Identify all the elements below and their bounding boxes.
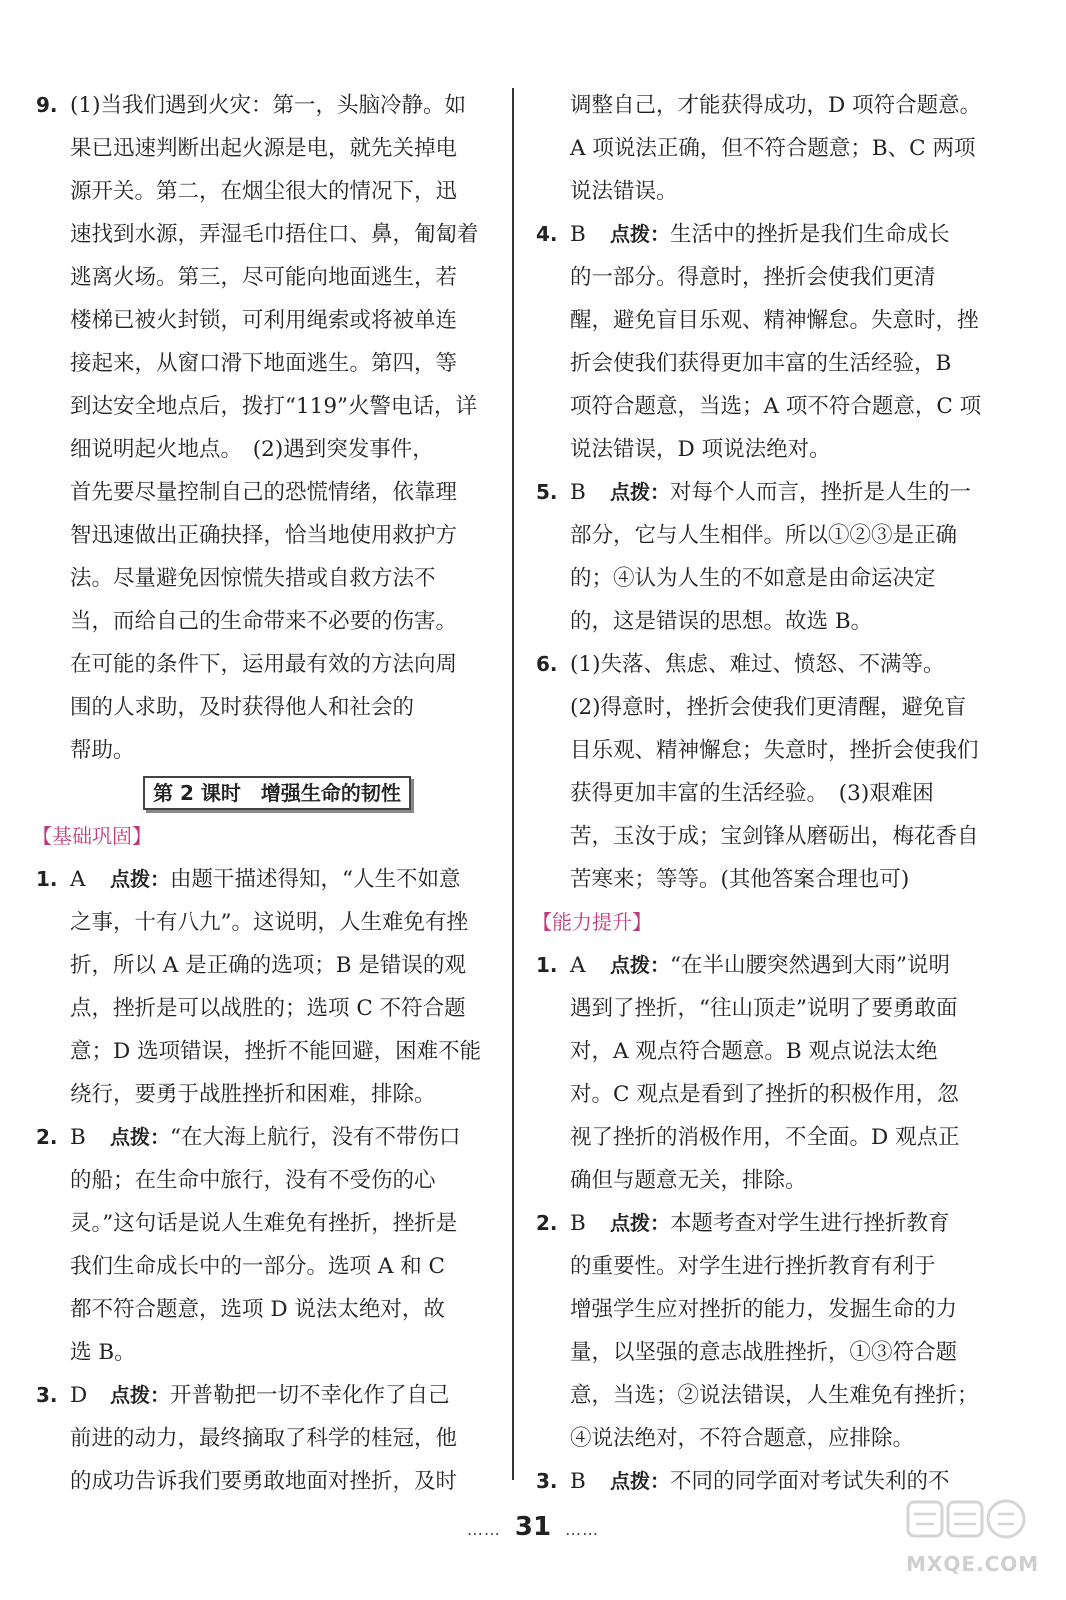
answer-letter: D — [70, 1383, 88, 1408]
text-line: 折会使我们获得更加丰富的生活经验，B — [570, 351, 952, 376]
basic-question-1 — [36, 858, 488, 1116]
answer-letter: A — [570, 953, 586, 978]
tip-label: 点拨： — [110, 1383, 170, 1407]
question-number: 6. — [536, 652, 558, 676]
text-line: 的；④认为人生的不如意是由命运决定 — [570, 566, 936, 591]
tip-label: 点拨： — [110, 867, 170, 891]
basic-question-5 — [536, 471, 988, 643]
page-number: 31 — [514, 1512, 552, 1542]
text-line: 首先要尽量控制自己的恐慌情绪，依靠理 — [70, 480, 458, 505]
answer-letter: B — [570, 1211, 586, 1236]
basic-question-2 — [36, 1116, 488, 1374]
text-line: 获得更加丰富的生活经验。 (3)艰难困 — [570, 781, 934, 806]
text-line: 增强学生应对挫折的能力，发掘生命的力 — [570, 1297, 958, 1322]
tip-label: 点拨： — [610, 1469, 670, 1493]
text-line: 前进的动力，最终摘取了科学的桂冠，他 — [70, 1426, 458, 1451]
watermark-text: MXQE.COM — [906, 1552, 1040, 1576]
text-line: 对，A 观点符合题意。B 观点说法太绝 — [570, 1039, 938, 1064]
text-line: 点，挫折是可以战胜的；选项 C 不符合题 — [70, 996, 466, 1021]
text-line: 选 B。 — [70, 1340, 136, 1365]
text-line: 帮助。 — [70, 738, 135, 763]
text-line: 逃离火场。第三，尽可能向地面逃生，若 — [70, 265, 458, 290]
text-line: 视了挫折的消极作用，不全面。D 观点正 — [570, 1125, 960, 1150]
text-line: 的重要性。对学生进行挫折教育有利于 — [570, 1254, 936, 1279]
text-line — [70, 858, 488, 901]
text-line: 部分，它与人生相伴。所以①②③是正确 — [570, 523, 958, 548]
left-column — [32, 84, 488, 1503]
lesson-heading-wrap — [36, 772, 488, 815]
question-number: 9. — [36, 93, 58, 117]
text-line: 我们生命成长中的一部分。选项 A 和 C — [70, 1254, 445, 1279]
text-line: 对。C 观点是看到了挫折的积极作用，忽 — [570, 1082, 959, 1107]
section-basic-heading: 【基础巩固】 — [32, 824, 152, 848]
text-line: 确但与题意无关，排除。 — [570, 1168, 807, 1193]
text-line-content: “在大海上航行，没有不带伤口 — [170, 1125, 461, 1150]
text-line — [70, 1116, 488, 1159]
text-line: 项符合题意，当选；A 项不符合题意，C 项 — [570, 394, 982, 419]
text-line: 当，而给自己的生命带来不必要的伤害。 — [70, 609, 458, 634]
answer-letter: B — [570, 1469, 586, 1494]
ability-question-2 — [536, 1202, 988, 1460]
text-line: 醒，避免盲目乐观、精神懈怠。失意时，挫 — [570, 308, 979, 333]
text-line: 折，所以 A 是正确的选项；B 是错误的观 — [70, 953, 466, 978]
question-number: 3. — [36, 1383, 58, 1407]
question-number: 4. — [536, 222, 558, 246]
lesson-title: 第 2 课时 增强生命的韧性 — [143, 776, 411, 810]
question-number: 1. — [36, 867, 58, 891]
tip-label: 点拨： — [610, 953, 670, 977]
section-ability-heading: 【能力提升】 — [532, 910, 652, 934]
text-line: 调整自己，才能获得成功，D 项符合题意。 — [570, 93, 982, 118]
text-line: 遇到了挫折，“往山顶走”说明了要勇敢面 — [570, 996, 958, 1021]
tip-label: 点拨： — [610, 222, 670, 246]
tip-label: 点拨： — [110, 1125, 170, 1149]
text-line: 到达安全地点后，拨打“119”火警电话，详 — [70, 394, 478, 419]
text-line: ④说法绝对，不符合题意，应排除。 — [570, 1426, 915, 1451]
text-line: 速找到水源，弄湿毛巾捂住口、鼻，匍匐着 — [70, 222, 479, 247]
question-9 — [36, 84, 488, 772]
text-line: 接起来，从窗口滑下地面逃生。第四，等 — [70, 351, 458, 376]
footer-dots-right: …… — [565, 1520, 600, 1539]
text-line: 的船；在生命中旅行，没有不受伤的心 — [70, 1168, 436, 1193]
text-line-content: “在半山腰突然遇到大雨”说明 — [670, 953, 950, 978]
question-number: 2. — [536, 1211, 558, 1235]
question-number: 2. — [36, 1125, 58, 1149]
text-line: (2)得意时，挫折会使我们更清醒，避免盲 — [570, 695, 966, 720]
answer-letter: A — [70, 867, 86, 892]
text-line-content: 本题考查对学生进行挫折教育 — [670, 1211, 950, 1236]
text-line: 在可能的条件下，运用最有效的方法向周 — [70, 652, 458, 677]
text-line: 量，以坚强的意志战胜挫折，①③符合题 — [570, 1340, 958, 1365]
text-line: 绕行，要勇于战胜挫折和困难，排除。 — [70, 1082, 436, 1107]
footer-dots-left: …… — [466, 1520, 501, 1539]
basic-question-3 — [36, 1374, 488, 1503]
tip-label: 点拨： — [610, 1211, 670, 1235]
text-line: 果已迅速判断出起火源是电，就先关掉电 — [70, 136, 458, 161]
text-line: 目乐观、精神懈怠；失意时，挫折会使我们 — [570, 738, 979, 763]
text-line: 说法错误，D 项说法绝对。 — [570, 437, 831, 462]
text-line: 细说明起火地点。 (2)遇到突发事件， — [70, 437, 434, 462]
text-line — [570, 1202, 988, 1245]
text-line: 法。尽量避免因惊慌失措或自救方法不 — [70, 566, 436, 591]
question-number: 5. — [536, 480, 558, 504]
text-line: 的，这是错误的思想。故选 B。 — [570, 609, 873, 634]
watermark-logo-icon — [904, 1494, 1028, 1554]
text-line-content: 由题干描述得知，“人生不如意 — [170, 867, 461, 892]
ability-question-1 — [536, 944, 988, 1202]
answer-letter: B — [570, 222, 586, 247]
text-line: 灵。”这句话是说人生难免有挫折，挫折是 — [70, 1211, 458, 1236]
text-line-content: 不同的同学面对考试失利的不 — [670, 1469, 950, 1494]
text-line: 说法错误。 — [570, 179, 678, 204]
basic-question-6 — [536, 643, 988, 901]
column-divider — [512, 88, 514, 1480]
text-line: 意；D 选项错误，挫折不能回避，困难不能 — [70, 1039, 482, 1064]
text-line — [570, 471, 988, 514]
basic-question-3-continued — [536, 84, 988, 213]
right-column — [532, 84, 988, 1503]
text-line: 苦寒来；等等。(其他答案合理也可) — [570, 867, 910, 892]
text-line: 的一部分。得意时，挫折会使我们更清 — [570, 265, 936, 290]
text-line: 楼梯已被火封锁，可利用绳索或将被单连 — [70, 308, 458, 333]
tip-label: 点拨： — [610, 480, 670, 504]
text-line-content: 生活中的挫折是我们生命成长 — [670, 222, 950, 247]
text-line: (1)当我们遇到火灾：第一，头脑冷静。如 — [70, 93, 466, 118]
text-line: 围的人求助，及时获得他人和社会的 — [70, 695, 415, 720]
question-number: 1. — [536, 953, 558, 977]
text-line: 源开关。第二，在烟尘很大的情况下，迅 — [70, 179, 458, 204]
text-line: 都不符合题意，选项 D 说法太绝对，故 — [70, 1297, 445, 1322]
text-line: A 项说法正确，但不符合题意；B、C 两项 — [570, 136, 976, 161]
answer-letter: B — [570, 480, 586, 505]
text-line: 苦，玉汝于成；宝剑锋从磨砺出，梅花香自 — [570, 824, 979, 849]
text-line: 之事，十有八九”。这说明，人生难免有挫 — [70, 910, 468, 935]
text-line: 智迅速做出正确抉择，恰当地使用救护方 — [70, 523, 458, 548]
text-line — [570, 213, 988, 256]
basic-question-4 — [536, 213, 988, 471]
text-line-content: 开普勒把一切不幸化作了自己 — [170, 1383, 450, 1408]
question-number: 3. — [536, 1469, 558, 1493]
text-line — [570, 944, 988, 987]
text-line: 的成功告诉我们要勇敢地面对挫折，及时 — [70, 1469, 458, 1494]
text-line: 意，当选；②说法错误，人生难免有挫折； — [570, 1383, 979, 1408]
answer-letter: B — [70, 1125, 86, 1150]
text-line-content: 对每个人而言，挫折是人生的一 — [670, 480, 972, 505]
text-line — [70, 1374, 488, 1417]
watermark-logo — [904, 1494, 1040, 1578]
text-line: (1)失落、焦虑、难过、愤怒、不满等。 — [570, 652, 945, 677]
